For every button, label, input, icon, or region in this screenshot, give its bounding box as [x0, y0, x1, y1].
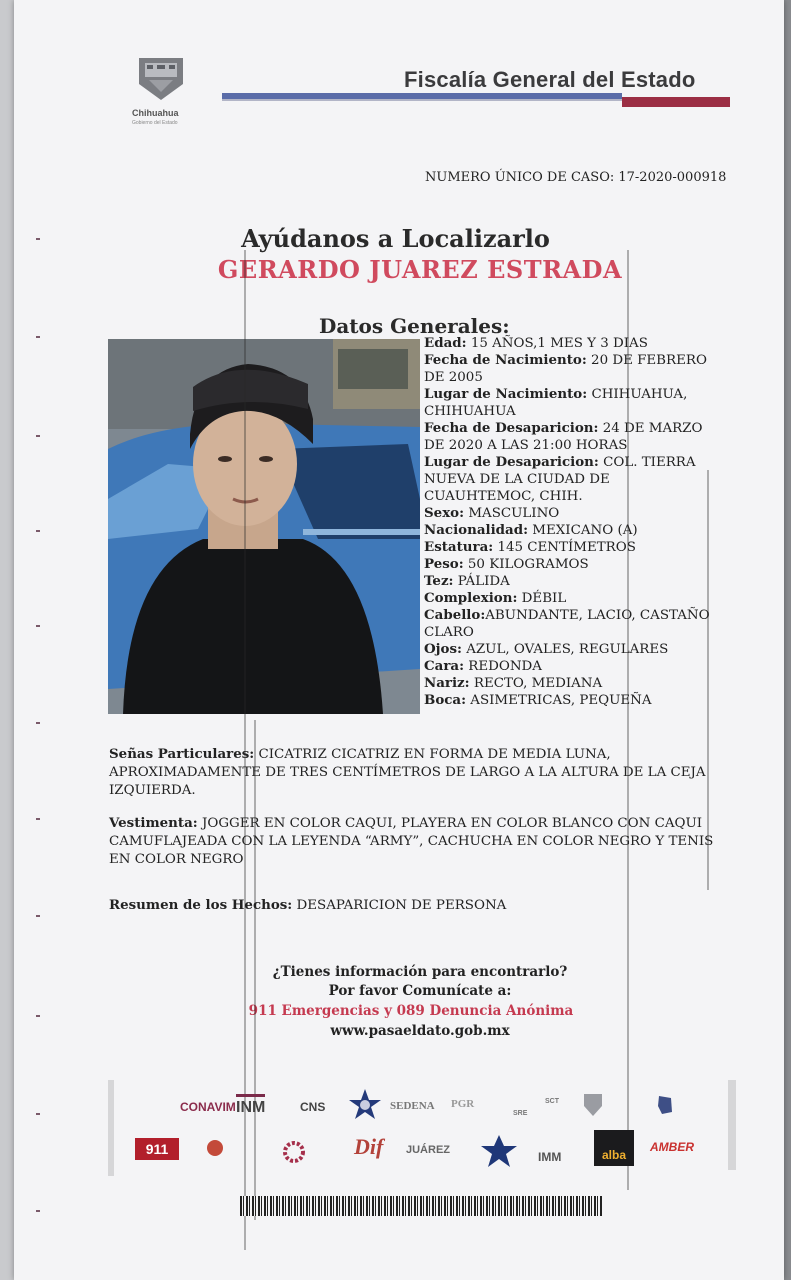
fact-value: RECTO, MEDIANA [469, 676, 603, 691]
cta-website[interactable]: www.pasaeldato.gob.mx [330, 1023, 510, 1039]
fact-label: Lugar de Desaparicion: [424, 454, 599, 470]
fact-row [424, 658, 724, 675]
fact-row [424, 335, 724, 352]
fact-value: MEXICANO (A) [528, 523, 638, 538]
margin-mark [36, 1210, 40, 1212]
fact-value: COL. TIERRA NUEVA DE LA CIUDAD DE CUAUHTEMOC, CHIH. [424, 455, 696, 504]
fact-label: Fecha de Desaparicion: [424, 420, 599, 436]
amber-logo: AMBER [650, 1140, 694, 1154]
general-data-list [424, 335, 724, 709]
fact-value: MASCULINO [464, 506, 560, 521]
dif-logo: Dif [354, 1134, 384, 1159]
fact-row [424, 505, 724, 522]
fact-value: 50 KILOGRAMOS [463, 557, 589, 572]
fact-value: DÉBIL [517, 591, 567, 606]
logo-strip-edge [728, 1080, 736, 1170]
fact-label: Peso: [424, 556, 464, 572]
fact-row [424, 454, 724, 505]
fact-label: Sexo: [424, 505, 465, 521]
fold-line [627, 250, 629, 1190]
juarez-logo: JUÁREZ [406, 1144, 451, 1156]
state-seal-logo [133, 54, 189, 102]
fact-value: AZUL, OVALES, REGULARES [461, 642, 669, 657]
header-bar-red [622, 97, 730, 107]
police-star-logo [348, 1088, 382, 1122]
sedena-logo: SEDENA [390, 1100, 435, 1112]
state-map-logo [656, 1094, 674, 1116]
distinguishing-marks-label: Señas Particulares: [109, 746, 255, 762]
fact-value: ABUNDANTE, LACIO, CASTAÑO CLARO [424, 608, 710, 640]
barcode [240, 1196, 602, 1216]
fact-row [424, 573, 724, 590]
agency-title: Fiscalía General del Estado [404, 67, 696, 92]
distinguishing-marks [109, 745, 729, 800]
section-title: Datos Generales: [319, 314, 510, 338]
fact-row [424, 556, 724, 573]
fact-label: Lugar de Nacimiento: [424, 386, 588, 402]
summary-label: Resumen de los Hechos: [109, 897, 293, 913]
margin-mark [36, 625, 40, 627]
seal-label: Chihuahua [132, 108, 179, 118]
margin-mark [36, 915, 40, 917]
fact-row [424, 352, 724, 386]
summary [109, 896, 729, 915]
fold-line [707, 470, 709, 890]
margin-mark [36, 435, 40, 437]
fact-value: CHIHUAHUA, CHIHUAHUA [424, 387, 688, 419]
sre-logo: SRE [513, 1110, 528, 1117]
sct-logo: SCT [545, 1098, 559, 1105]
cns-logo: CNS [300, 1100, 326, 1114]
fact-value: PÁLIDA [453, 574, 510, 589]
fact-label: Ojos: [424, 641, 462, 657]
fact-label: Edad: [424, 335, 467, 351]
clothing [109, 814, 729, 869]
pgr-logo: PGR [451, 1098, 475, 1110]
chihuahua-shield-logo [582, 1092, 604, 1118]
summary-value: DESAPARICION DE PERSONA [292, 898, 507, 913]
conavim-logo: CONAVIM [180, 1100, 236, 1114]
case-number: NUMERO ÚNICO DE CASO: 17-2020-000918 [425, 170, 727, 185]
fact-row [424, 420, 724, 454]
fact-label: Complexion: [424, 590, 518, 606]
cta-phones: 911 Emergencias y 089 Denuncia Anónima [248, 1003, 574, 1019]
logo-strip-edge [108, 1080, 114, 1176]
fact-row [424, 675, 724, 692]
clothing-value: JOGGER EN COLOR CAQUI, PLAYERA EN COLOR BLANCO CON CAQUI CAMUFLAJEADA CON LA LEYENDA “ARMY”, CACHUCHA EN COLOR NEGRO Y TENIS EN COLOR NEGRO [109, 816, 714, 867]
missing-person-photo [108, 339, 420, 714]
fact-label: Fecha de Nacimiento: [424, 352, 587, 368]
fact-label: Nacionalidad: [424, 522, 529, 538]
fact-label: Cara: [424, 658, 465, 674]
women-institute-logo [204, 1138, 226, 1162]
seal-sublabel: Gobierno del Estado [132, 120, 178, 126]
distinguishing-marks-value: CICATRIZ CICATRIZ EN FORMA DE MEDIA LUNA, APROXIMADAMENTE DE TRES CENTÍMETROS DE LARGO A LA ALTURA DE LA CEJA IZQUIERDA. [109, 747, 706, 798]
fact-label: Nariz: [424, 675, 470, 691]
margin-mark [36, 818, 40, 820]
fact-row [424, 522, 724, 539]
headline: Ayúdanos a Localizarlo [241, 224, 550, 253]
gear-emblem-logo [282, 1140, 306, 1164]
fact-row [424, 641, 724, 658]
margin-mark [36, 530, 40, 532]
header-bar-shadow [222, 99, 622, 101]
imm-logo: IMM [538, 1150, 562, 1164]
margin-mark [36, 1113, 40, 1115]
missing-person-name: GERARDO JUAREZ ESTRADA [217, 255, 623, 284]
institution-logos [108, 1080, 738, 1176]
clothing-label: Vestimenta: [109, 815, 198, 831]
fact-label: Cabello: [424, 607, 486, 623]
fact-value: REDONDA [464, 659, 542, 674]
fact-label: Estatura: [424, 539, 494, 555]
fact-value: 20 DE FEBRERO DE 2005 [424, 353, 707, 385]
cta-question: ¿Tienes información para encontrarlo? [272, 964, 568, 980]
911-logo: 911 [135, 1138, 179, 1160]
fact-label: Boca: [424, 692, 467, 708]
fact-value: 24 DE MARZO DE 2020 A LAS 21:00 HORAS [424, 421, 703, 453]
fact-row [424, 607, 724, 641]
fact-value: 145 CENTÍMETROS [493, 540, 636, 555]
margin-mark [36, 722, 40, 724]
fact-row [424, 386, 724, 420]
fact-row [424, 539, 724, 556]
fact-label: Tez: [424, 573, 454, 589]
cta-contact: Por favor Comunícate a: [328, 983, 512, 999]
inm-logo: INM [236, 1094, 265, 1117]
fact-value: ASIMETRICAS, PEQUEÑA [466, 693, 652, 708]
fact-value: 15 AÑOS,1 MES Y 3 DIAS [466, 336, 648, 351]
fact-row [424, 590, 724, 607]
margin-mark [36, 336, 40, 338]
fact-row [424, 692, 724, 709]
police-star-logo-2 [480, 1134, 518, 1168]
alba-logo: alba [594, 1130, 634, 1166]
